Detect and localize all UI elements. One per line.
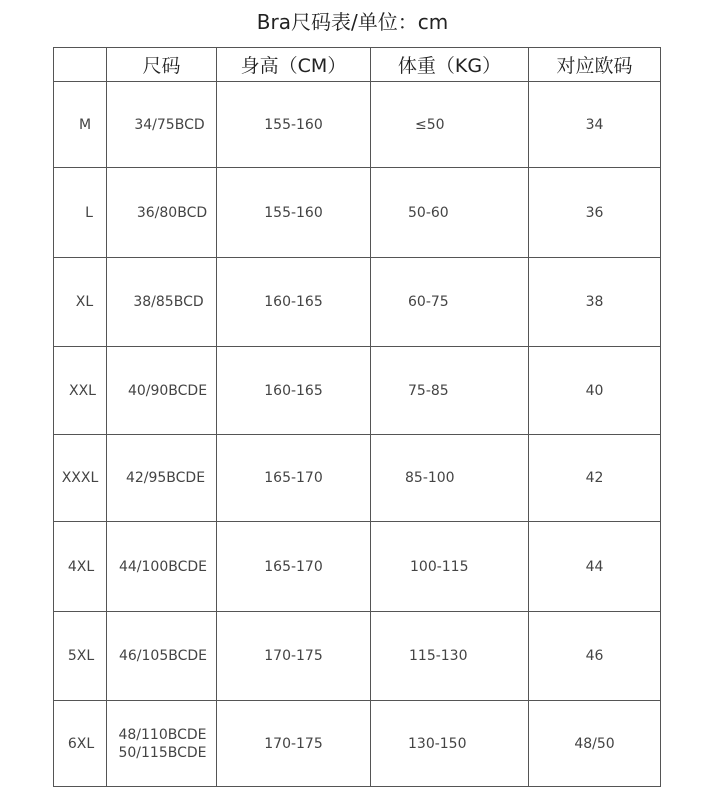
cup-size: [107, 701, 217, 787]
table-row: [54, 522, 661, 612]
height-range: 170-175: [217, 612, 371, 701]
height-range: 155-160: [217, 82, 371, 168]
cup-size-line: 36/80BCD: [136, 204, 208, 221]
weight-range: 75-85: [371, 347, 529, 435]
size-chart-table: [53, 47, 661, 787]
eu-size: 34: [529, 82, 661, 168]
height-range: 165-170: [217, 435, 371, 522]
weight-range: 100-115: [371, 522, 529, 612]
table-row: [54, 612, 661, 701]
weight-range: 130-150: [371, 701, 529, 787]
cup-size: [107, 82, 217, 168]
page-title: Bra尺码表/单位：cm: [256, 10, 449, 34]
size-label: L: [54, 168, 107, 258]
cup-size: [107, 612, 217, 701]
height-range: 155-160: [217, 168, 371, 258]
eu-size: 46: [529, 612, 661, 701]
eu-size: 48/50: [529, 701, 661, 787]
size-label: XXL: [54, 347, 107, 435]
cup-size-line: 38/85BCD: [133, 294, 204, 310]
eu-size: 38: [529, 258, 661, 347]
table-row: [54, 435, 661, 522]
height-range: 170-175: [217, 701, 371, 787]
table-header-row: [54, 48, 661, 82]
cup-size-line: 40/90BCDE: [127, 382, 208, 399]
header-height: 身高（CM）: [217, 48, 371, 82]
size-label: XL: [54, 258, 107, 347]
eu-size: 40: [529, 347, 661, 435]
table-row: [54, 82, 661, 168]
weight-range: 85-100: [371, 435, 529, 522]
weight-range: 60-75: [371, 258, 529, 347]
eu-size: 36: [529, 168, 661, 258]
weight-range: 115-130: [371, 612, 529, 701]
cup-size-line: 44/100BCDE: [118, 558, 207, 575]
cup-size: [107, 435, 217, 522]
header-weight: 体重（KG）: [371, 48, 529, 82]
cup-size-line: 46/105BCDE: [118, 648, 207, 664]
header-size: 尺码: [107, 48, 217, 82]
cup-size: [107, 258, 217, 347]
size-label: 6XL: [54, 701, 107, 787]
cup-size-line: 34/75BCD: [134, 116, 205, 133]
eu-size: 44: [529, 522, 661, 612]
weight-range: ≤50: [371, 82, 529, 168]
cup-size: [107, 168, 217, 258]
cup-size: [107, 347, 217, 435]
size-label: M: [54, 82, 107, 168]
height-range: 160-165: [217, 258, 371, 347]
header-blank: [54, 48, 107, 82]
table-row: [54, 258, 661, 347]
size-label: 4XL: [54, 522, 107, 612]
table-row: [54, 701, 661, 787]
height-range: 160-165: [217, 347, 371, 435]
cup-size-line: 42/95BCDE: [125, 470, 206, 486]
cup-size-line: 50/115BCDE: [118, 744, 207, 761]
height-range: 165-170: [217, 522, 371, 612]
weight-range: 50-60: [371, 168, 529, 258]
header-eu-size: 对应欧码: [529, 48, 661, 82]
cup-size-line: 48/110BCDE: [118, 726, 207, 743]
eu-size: 42: [529, 435, 661, 522]
table-row: [54, 347, 661, 435]
size-label: 5XL: [54, 612, 107, 701]
size-label: XXXL: [54, 435, 107, 522]
cup-size: [107, 522, 217, 612]
table-row: [54, 168, 661, 258]
